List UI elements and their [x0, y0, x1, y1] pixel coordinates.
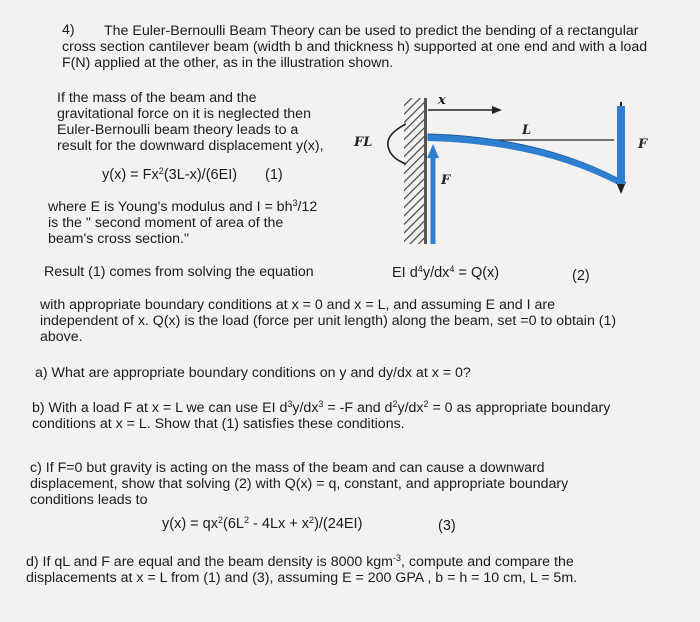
- equation-3: $y(x) = qx^2(6L^2 - 4Lx + x^2)/(24EI)$: [162, 515, 363, 532]
- equation-2: EI $d^4y/dx^4 = Q(x)$: [392, 264, 500, 281]
- left-line-3: Euler-Bernoulli beam theory leads to a: [57, 122, 299, 138]
- moment-arc: [388, 124, 406, 164]
- part-d-line-2: displacements at x = L from (1) and (3), assuming E = 200 GPA , b = h = 10 cm, L = 5m.: [26, 570, 578, 586]
- equation-3-number: (3): [438, 518, 456, 534]
- part-c-line-1: c) If F=0 but gravity is acting on the mass of the beam and can cause a downward: [30, 460, 545, 476]
- label-l: L: [522, 123, 532, 138]
- equation-2-number: (2): [572, 268, 590, 284]
- part-c-line-3: conditions leads to: [30, 492, 148, 508]
- after-line-2: independent of x. Q(x) is the load (force per unit length) along the beam, set =0 to obtain (1): [40, 313, 617, 329]
- label-f-end: F: [638, 137, 648, 152]
- part-d-line-1: d) If qL and F are equal and the beam density is 8000 kgm$^{-3}$, compute and compare the: [26, 553, 574, 570]
- label-fl: FL: [354, 135, 373, 150]
- wall-force-arrowhead: [427, 144, 439, 158]
- left-line-1: If the mass of the beam and the: [57, 90, 257, 106]
- part-b-line-2: conditions at x = L. Show that (1) satisfies these conditions.: [32, 416, 405, 432]
- part-c-line-2: displacement, show that solving (2) with Q(x) = q, constant, and appropriate boundary: [30, 476, 569, 492]
- left-line-2: gravitational force on it is neglected then: [57, 106, 311, 122]
- label-x: x: [438, 93, 446, 108]
- left-line-4: result for the downward displacement y(x),: [57, 138, 324, 154]
- x-axis-arrowhead: [492, 106, 502, 114]
- intro-line-3: F(N) applied at the other, as in the illustration shown.: [62, 55, 394, 71]
- where-line-2: is the " second moment of area of the: [48, 215, 284, 231]
- end-force-bar: [617, 106, 625, 184]
- part-b-line-1: b) With a load F at x = L we can use EI $d^3y/dx^3 = -F$ and $d^2y/dx^2 = 0$ as appropriate boundary: [32, 399, 611, 416]
- after-line-1: with appropriate boundary conditions at x = 0 and x = L, and assuming E and I are: [40, 297, 556, 313]
- wall-face: [424, 98, 427, 244]
- after-line-3: above.: [40, 329, 83, 345]
- intro-line-2: cross section cantilever beam (width b and thickness h) supported at one end and with a load: [62, 39, 648, 55]
- equation-1-number: (1): [265, 167, 283, 183]
- result-line: Result (1) comes from solving the equation: [44, 264, 314, 280]
- equation-1: $y(x) = Fx^2(3L-x)/(6EI)$: [102, 166, 238, 183]
- intro-line-1: The Euler-Bernoulli Beam Theory can be used to predict the bending of a rectangular: [104, 23, 639, 39]
- where-line-3: beam's cross section.": [48, 231, 190, 247]
- cantilever-diagram: [340, 84, 690, 256]
- part-a: a) What are appropriate boundary conditions on y and dy/dx at x = 0?: [35, 365, 471, 381]
- where-line-1: where E is Young's modulus and $I = bh^3/12$: [48, 198, 318, 215]
- label-f-wall: F: [441, 173, 451, 188]
- wall-support: [404, 98, 426, 244]
- problem-number: 4): [62, 22, 75, 38]
